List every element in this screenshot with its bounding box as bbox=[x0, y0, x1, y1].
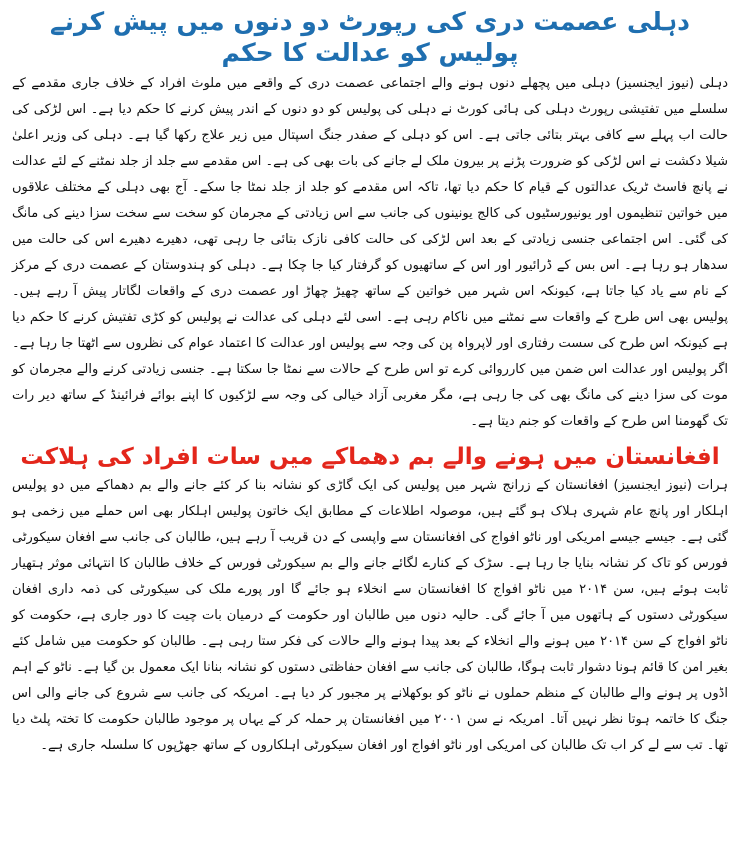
article1-body: دہلی (نیوز ایجنسیز) دہلی میں پچھلے دنوں ہونے والے اجتماعی عصمت دری کے واقعے میں ملوث افراد کے خلاف جاری مقدمے کے سلسلے میں تفتیشی رپورٹ دہلی کی ہائی کورٹ نے دہلی کی پولیس کو دو دنوں کے اندر پیش کرنے کا حکم دیا ہے۔ اس لڑکی کی حالت اب پہلے سے کافی بہتر بتائی جاتی ہے۔ اس کو دہلی کے صفدر جنگ اسپتال میں زیر علاج رکھا گیا ہے۔ دہلی کی وزیر اعلیٰ شیلا دکشت نے اس لڑکی کو ضرورت پڑنے پر بیرون ملک لے جانے کی بات بھی کی ہے۔ اس مقدمے سے جلد از جلد نمٹنے کے لئے عدالت نے پانچ فاسٹ ٹریک عدالتوں کے قیام کا حکم دیا تھا، تاکہ اس مقدمے کو جلد از جلد نمٹا جا سکے۔ آج بھی دہلی کے مختلف علاقوں میں خواتین تنظیموں اور یونیورسٹیوں کی کالج یونینوں کی جانب سے اس زیادتی کے مجرمان کو سخت سے سخت سزا دینے کی مانگ کی گئی۔ اس اجتماعی جنسی زیادتی کے بعد اس لڑکی کی حالت کافی نازک بتائی جا رہی تھی، دھیرے دھیرے اس کی حالت میں سدھار ہو رہا ہے۔ اس بس کے ڈرائیور اور اس کے ساتھیوں کو گرفتار کیا جا چکا ہے۔ دہلی کو ہندوستان کے عصمت دری کے مرکز کے نام سے یاد کیا جاتا ہے، کیونکہ اس شہر میں خواتین کے ساتھ چھیڑ چھاڑ اور عصمت دری کے واقعات لگاتار پیش آ رہے ہیں۔ پولیس بھی اس طرح کے واقعات سے نمٹنے میں ناکام رہی ہے۔ اسی لئے دہلی کی عدالت نے پولیس کو کڑی تفتیش کرنے کا حکم دیا ہے کیونکہ اس طرح کی سست رفتاری اور لاپرواہ پن کی وجہ سے پولیس اور عدالت کا اعتماد عوام کی نظروں سے اٹھتا جا رہا ہے۔ اگر پولیس اور عدالت اس ضمن میں کارروائی کرے تو اس طرح کے حالات سے نمٹا جا سکتا ہے۔ جنسی زیادتی کرنے والے مجرمان کو موت کی سزا دینے کی مانگ بھی کی جا رہی ہے، مگر مغربی آزاد خیالی کی وجہ سے لڑکیوں کا اپنے بوائے فرائینڈ کے ساتھ دیر رات تک گھومنا اس طرح کے واقعات کو جنم دیتا ہے۔ bbox=[12, 75, 728, 429]
article1-headline: دہلی عصمت دری کی رپورٹ دو دنوں میں پیش کرنے پولیس کو عدالت کا حکم bbox=[49, 7, 690, 68]
article2-headline: افغانستان میں ہونے والے بم دھماکے میں سات افراد کی ہلاکت bbox=[20, 443, 720, 470]
article2-body: ہرات (نیوز ایجنسیز) افغانستان کے زرانج شہر میں پولیس کی ایک گاڑی کو نشانہ بنا کر کئے جانے والے بم دھماکے میں دو پولیس اہلکار اور پانچ عام شہری ہلاک ہو گئے ہیں، موصولہ اطلاعات کے مطابق ایک خاتون پولیس اہلکار بھی اس حملے میں زخمی ہو گئی ہے۔ جیسے جیسے امریکی اور ناٹو افواج کی افغانستان سے واپسی کے دن قریب آ رہے ہیں، طالبان کی جانب سے افغان سیکورٹی فورس کو تاک کر نشانہ بنایا جا رہا ہے۔ سڑک کے کنارے لگائے جانے والے بم سیکورٹی فورس کے خلاف طالبان کا انتہائی موثر ہتھیار ثابت ہوئے ہیں، سن ۲۰۱۴ میں ناٹو افواج کا افغانستان سے انخلاء ہو جائے گا اور پورے ملک کی سیکورٹی کی ذمہ داری افغان سیکورٹی دستوں کے ہاتھوں میں آ جائے گی۔ حالیہ دنوں میں طالبان اور حکومت کے درمیان بات چیت کا دور جاری ہے، حکومت کو ناٹو افواج کے سن ۲۰۱۴ میں ہونے والے انخلاء کے بعد پیدا ہونے والے حالات کی فکر ستا رہی ہے۔ طالبان کو حکومت میں شامل کئے بغیر امن کا قائم ہونا دشوار ثابت ہوگا، طالبان کی جانب سے افغان حفاظتی دستوں کو نشانہ بنانا ایک معمول بن گیا ہے۔ ناٹو کے اہم اڈوں پر ہونے والے طالبان کے منظم حملوں نے ناٹو کو بوکھلانے پر مجبور کر دیا ہے۔ امریکہ کی جانب سے شروع کی جانے والی اس جنگ کا خاتمہ ہوتا نظر نہیں آتا۔ امریکہ نے سن ۲۰۰۱ میں افغانستان پر حملہ کر کے یہاں پر موجود طالبان حکومت کا تختہ پلٹ دیا تھا۔ تب سے لے کر اب تک طالبان کی امریکی اور ناٹو افواج اور افغان سیکورٹی اہلکاروں کے ساتھ جھڑپوں کا سلسلہ جاری ہے۔ bbox=[12, 478, 728, 754]
